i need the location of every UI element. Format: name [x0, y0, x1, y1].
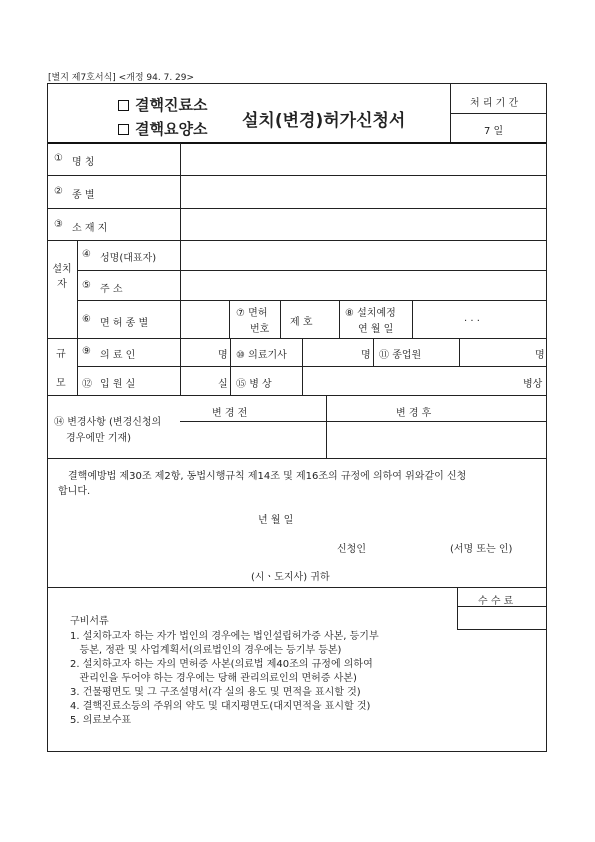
applicant-label: 신청인: [337, 544, 366, 555]
tech-number: ⑩ 의료기사: [236, 350, 287, 361]
founder-name-field[interactable]: [181, 241, 545, 270]
install-date-number: ⑧ 설치예정: [345, 308, 396, 319]
statement-line-1: 결핵예방법 제30조 제2항, 동법시행규칙 제14조 및 제16조의 규정에 의하여 위와같이 신청: [68, 471, 467, 482]
doctors-label: 의 료 인: [100, 350, 136, 361]
license-type-field[interactable]: [181, 301, 228, 338]
required-doc-2a: 2. 설치하고자 하는 자의 면허증 사본(의료법 제40조의 규정에 의하여: [70, 659, 373, 670]
changes-after-header: 변 경 후: [396, 408, 432, 419]
processing-period-label: 처 리 기 간: [470, 98, 519, 109]
option-clinic-label: 결핵진료소: [135, 96, 208, 114]
license-type-label: 면 허 종 별: [100, 318, 149, 329]
changes-label-1: ⑭ 변경사항 (변경신청의: [54, 417, 162, 428]
license-no-field[interactable]: 제 호: [290, 317, 313, 328]
changes-before-field[interactable]: [181, 422, 325, 457]
checkbox-icon[interactable]: [118, 124, 129, 135]
checkbox-option-clinic[interactable]: [118, 94, 207, 115]
addressee: (시ㆍ도지사) 귀하: [251, 572, 330, 583]
license-no-label2: 번호: [250, 324, 270, 335]
rooms-number: ⑫: [82, 379, 92, 390]
doctors-unit: 명: [218, 350, 228, 361]
beds-number: ⑮ 병 상: [236, 379, 272, 390]
processing-period-value: 7 일: [484, 126, 504, 137]
install-date-field[interactable]: . . .: [464, 313, 480, 324]
fee-field[interactable]: [458, 607, 545, 628]
location-number: ③: [54, 219, 63, 230]
founder-address-label: 주 소: [100, 284, 123, 295]
founder-group-label: 설치자: [52, 264, 72, 290]
option-sanatorium-label: 결핵요양소: [135, 120, 208, 138]
checkbox-option-sanatorium[interactable]: [118, 118, 207, 139]
form-title: 설치(변경)허가신청서: [242, 111, 406, 131]
type-field[interactable]: [181, 176, 545, 208]
required-doc-3: 3. 건물평면도 및 그 구조설명서(각 실의 용도 및 면적을 표시할 것): [70, 687, 361, 698]
doctors-number: ⑨: [82, 346, 91, 357]
staff-unit: 명: [535, 350, 545, 361]
changes-label-2: 경우에만 기재): [66, 433, 132, 444]
name-label: 명 칭: [72, 157, 95, 168]
name-field[interactable]: [181, 143, 545, 175]
install-date-label2: 연 월 일: [358, 324, 394, 335]
name-number: ①: [54, 153, 63, 164]
required-doc-1a: 1. 설치하고자 하는 자가 법인의 경우에는 법인설립허가증 사본, 등기부: [70, 631, 379, 642]
license-no-number: ⑦ 면허: [236, 308, 268, 319]
statement-line-2: 합니다.: [58, 486, 91, 497]
checkbox-icon[interactable]: [118, 100, 129, 111]
location-label: 소 재 지: [72, 223, 108, 234]
scale-group-label-1: 규: [56, 349, 66, 360]
founder-address-number: ⑤: [82, 280, 91, 291]
beds-unit: 병상: [523, 379, 543, 390]
type-number: ②: [54, 186, 63, 197]
changes-before-header: 변 경 전: [212, 408, 248, 419]
founder-name-label: 성명(대표자): [100, 253, 157, 264]
license-type-number: ⑥: [82, 314, 91, 325]
location-field[interactable]: [181, 209, 545, 240]
required-docs-title: 구비서류: [70, 616, 109, 627]
changes-after-field[interactable]: [327, 422, 545, 457]
rooms-label: 입 원 실: [100, 379, 136, 390]
required-doc-4: 4. 결핵진료소등의 주위의 약도 및 대지평면도(대지면적을 표시할 것): [70, 701, 371, 712]
required-doc-2b: 관리인을 두어야 하는 경우에는 당해 관리의료인의 면허증 사본): [70, 673, 357, 684]
founder-name-number: ④: [82, 249, 91, 260]
application-date[interactable]: 년 월 일: [258, 515, 294, 526]
fee-label: 수 수 료: [478, 596, 514, 607]
required-doc-5: 5. 의료보수표: [70, 715, 132, 726]
tech-unit: 명: [361, 350, 371, 361]
signature-field[interactable]: (서명 또는 인): [450, 544, 513, 555]
form-reference: [별지 제7호서식] <개정 94. 7. 29>: [48, 73, 195, 83]
founder-address-field[interactable]: [181, 271, 545, 300]
type-label: 종 별: [72, 190, 95, 201]
staff-number: ⑪ 종업원: [379, 350, 422, 361]
required-doc-1b: 등본, 정관 및 사업계획서(의료법인의 경우에는 등기부 등본): [70, 645, 342, 656]
scale-group-label-2: 모: [56, 378, 66, 389]
rooms-unit: 실: [218, 379, 228, 390]
